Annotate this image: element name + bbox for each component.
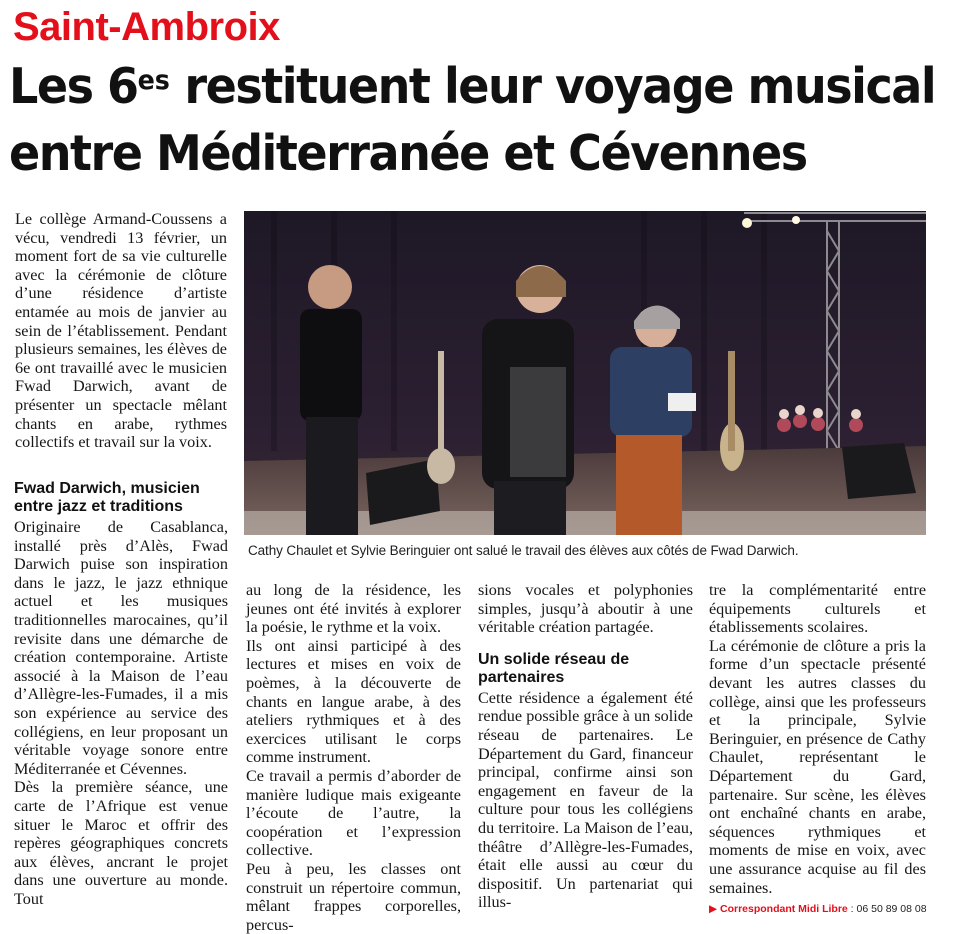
- paragraph: Peu à peu, les classes ont construit un répertoire commun, mêlant frappes corporelles, percus-: [246, 859, 461, 934]
- column-4: [709, 581, 926, 919]
- paragraph: au long de la résidence, les jeunes ont été invités à explorer la poésie, le rythme et la voix.: [246, 581, 461, 637]
- column-2: [246, 581, 461, 934]
- headline-line-1-start: Les 6: [9, 58, 138, 115]
- subheading-musician: Fwad Darwich, musicien entre jazz et traditions: [14, 480, 200, 515]
- paragraph: Originaire de Casablanca, installé près d’Alès, Fwad Darwich puise son inspiration dans le jazz, le jazz ethnique actuel et les musiques traditionnelles marocaines, qu’il revisite dans une démarche de création contemporaine. Artiste associé à la Maison de l’eau d’Allègre-les-Fumades, il a mis son expérience au service des collégiens, en leur proposant un véritable voyage sonore entre Méditerranée et Cévennes.: [14, 518, 228, 778]
- headline-line-1: [9, 59, 935, 115]
- paragraph: Ils ont ainsi participé à des lectures et mises en voix de poèmes, à la découverte de chants en langue arabe, à des ateliers rythmiques et à des exercices utilisant le corps comme instrument.: [246, 636, 461, 767]
- column-3: [478, 581, 693, 912]
- triangle-marker-icon: ▶: [709, 903, 718, 916]
- subheading-partners: Un solide réseau de partenaires: [478, 650, 630, 686]
- photo-caption: Cathy Chaulet et Sylvie Beringuier ont salué le travail des élèves aux côtés de Fwad Darwich.: [248, 543, 799, 558]
- paragraph: La cérémonie de clôture a pris la forme d’un spectacle présenté devant les autres classes du collège, ainsi que les professeurs et la principale, Sylvie Beringuier, en présence de Cathy Chaulet, représentant le Département du Gard, partenaire. Sur scène, les élèves ont enchaîné chants en arabe, séquences rythmiques et moments de mise en voix, avec une assurance acquise au fil des semaines.: [709, 636, 926, 897]
- headline-line-2: entre Méditerranée et Cévennes: [9, 125, 807, 182]
- paragraph: Ce travail a permis d’aborder de manière ludique mais exigeante l’écoute de l’autre, la coopération et l’expression collective.: [246, 766, 461, 860]
- correspondent-signoff: [709, 900, 926, 919]
- kicker: Saint-Ambroix: [13, 5, 280, 49]
- correspondent-label: Correspondant Midi Libre: [720, 903, 848, 916]
- stage-photo-illustration: [244, 211, 926, 535]
- intro-text: Le collège Armand-Coussens a vécu, vendredi 13 février, un moment fort de sa vie culturelle avec la cérémonie de clôture d’une résidence d’artiste entamée au mois de janvier au sein de l’établissement. Pendant plusieurs semaines, les élèves de 6e ont travaillé avec le musicien Fwad Darwich, avant de présenter un spectacle mêlant chants en arabe, rythmes collectifs et travail sur la voix.: [15, 210, 227, 452]
- article-photo: [244, 211, 926, 535]
- intro-paragraph: [15, 210, 227, 452]
- paragraph: sions vocales et polyphonies simples, jusqu’à aboutir à une véritable création partagée.: [478, 581, 693, 637]
- paragraph: tre la complémentarité entre équipements culturels et établissements scolaires.: [709, 581, 926, 637]
- paragraph: Cette résidence a également été rendue possible grâce à un solide réseau de partenaires. Le Département du Gard, financeur principal, confirme ainsi son engagement en faveur de la culture pour tous les collégiens du territoire. La Maison de l’eau, théâtre d’Allègre-les-Fumades, était elle aussi au cœur du dispositif. Un partenariat qui illus-: [478, 688, 693, 912]
- paragraph: Dès la première séance, une carte de l’Afrique est venue situer le Maroc et offrir des repères géographiques concrets aux élèves, ancrant le projet dans une ouverture au monde. Tout: [14, 778, 228, 908]
- correspondent-phone: : 06 50 89 08 08: [847, 903, 927, 916]
- headline-superscript: es: [137, 65, 170, 96]
- headline-line-1-end: restituent leur voyage musical: [169, 58, 936, 115]
- column-1: [14, 480, 228, 908]
